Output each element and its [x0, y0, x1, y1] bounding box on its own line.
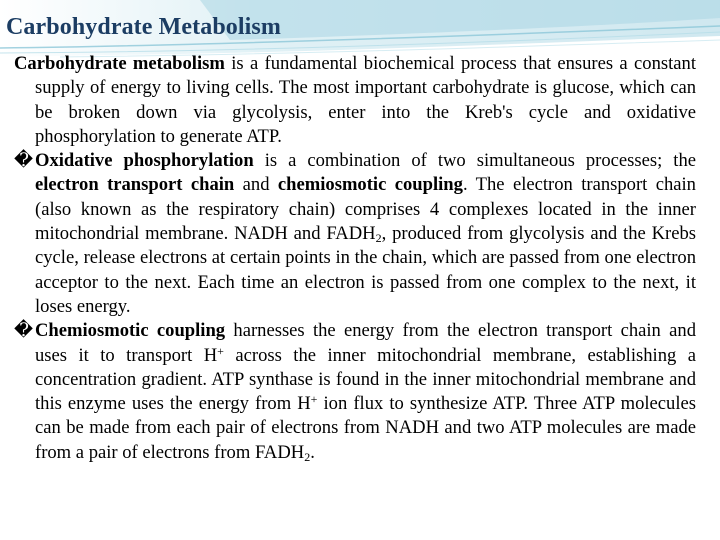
- superscript: +: [217, 343, 224, 358]
- bullet-chemiosmotic-coupling: [14, 319, 696, 465]
- paragraph-text: .: [310, 441, 315, 463]
- term-electron-transport-chain: electron transport chain: [35, 174, 235, 196]
- paragraph-text: across the inner mitochondrial membrane, establishing a concentration gradient. ATP synthase is found in the inner mitochondrial membrane and this enzyme uses the energy from H: [35, 344, 696, 415]
- slide-body: [14, 52, 696, 465]
- term-carbohydrate-metabolism: Carbohydrate metabolism: [14, 53, 225, 74]
- paragraph-text: ion flux to synthesize ATP. Three ATP molecules can be made from each pair of electrons from NADH and two ATP molecules are made from a pair of electrons from FADH: [35, 393, 696, 463]
- term-oxidative-phosphorylation: Oxidative phosphorylation: [35, 150, 254, 172]
- slide-title: Carbohydrate Metabolism: [6, 14, 281, 40]
- paragraph-carbohydrate-metabolism: [14, 52, 696, 149]
- paragraph-text: harnesses the energy from the electron transport chain and uses it to transport H: [35, 320, 696, 366]
- paragraph-text: . The electron transport chain (also known as the respiratory chain) comprises 4 complexes located in the inner mitochondrial membrane. NADH and FADH: [35, 174, 696, 245]
- superscript: +: [310, 392, 318, 407]
- paragraph-text: , produced from glycolysis and the Krebs cycle, release electrons at certain points in the chain, which are passed from one electron acceptor to the next. Each time an electron is passed from one complex to the next, it loses energy.: [35, 223, 696, 317]
- paragraph-text: and: [234, 174, 278, 196]
- term-chemiosmotic-coupling: chemiosmotic coupling: [277, 174, 463, 196]
- bullet-oxidative-phosphorylation: [14, 149, 696, 319]
- paragraph-text: is a combination of two simultaneous processes; the: [253, 150, 696, 172]
- subscript: 2: [375, 231, 382, 246]
- term-chemiosmotic-coupling: Chemiosmotic coupling: [35, 320, 226, 342]
- paragraph-text: is a fundamental biochemical process that ensures a constant supply of energy to living cells. The most important carbohydrate is glucose, which can be broken down via glycolysis, enter into the Kreb's cycle and oxidative phosphorylation to generate ATP.: [35, 53, 696, 147]
- bullet-marker: �: [14, 320, 34, 342]
- bullet-marker: �: [14, 150, 34, 172]
- subscript: 2: [304, 449, 311, 464]
